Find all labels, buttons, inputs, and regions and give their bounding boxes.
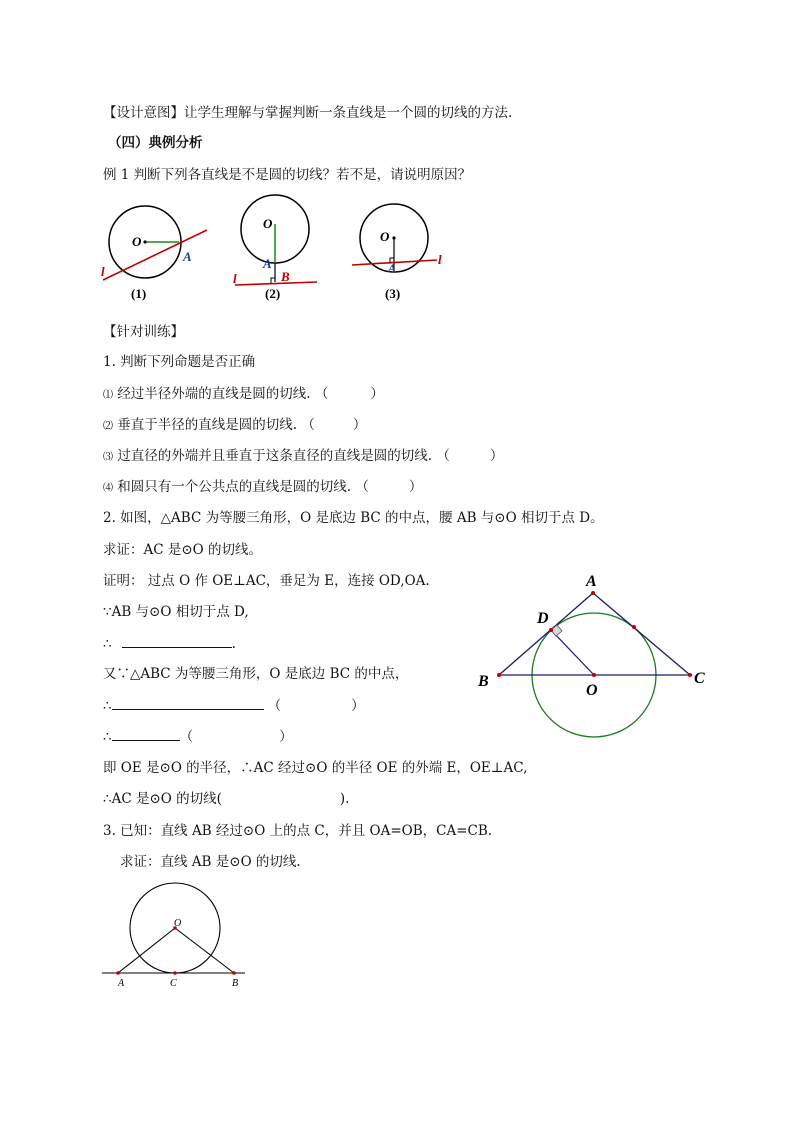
- q2-proof-4: 又∵△ABC 为等腰三角形，O 是底边 BC 的中点，: [103, 666, 409, 682]
- q2-proof-7: 即 OE 是⊙O 的半径，∴AC 经过⊙O 的半径 OE 的外端 E，OE⊥AC,: [103, 760, 528, 776]
- design-intent: 【设计意图】让学生理解与掌握判断一条直线是一个圆的切线的方法.: [103, 105, 513, 121]
- example1-text: 例 1 判断下列各直线是不是圆的切线？若不是，请说明原因？: [103, 167, 472, 183]
- q1-item-1-text: 经过半径外端的直线是圆的切线. （: [117, 386, 329, 402]
- fig1-label-a: A: [183, 249, 192, 264]
- q2-prove: 求证：AC 是⊙O 的切线。: [103, 542, 263, 558]
- q2-proof-8: ∴AC 是⊙O 的切线( ).: [103, 791, 350, 807]
- q2-blank-2[interactable]: [112, 696, 264, 710]
- fig2-label-b: B: [281, 269, 290, 284]
- q2-segment-od: [551, 630, 594, 675]
- fig2-label-a: A: [263, 256, 272, 271]
- q2-proof-5: ∴ （ ）: [103, 698, 365, 714]
- q3-label-c: C: [170, 978, 177, 989]
- q3-point-b: [232, 971, 236, 975]
- fig2-caption: (2): [265, 286, 281, 301]
- q2-figure: [470, 565, 720, 765]
- q1-item-1-num: ⑴: [103, 390, 113, 401]
- q1-item-4: ⑷ 和圆只有一个公共点的直线是圆的切线. （ ）: [103, 479, 423, 495]
- q1-item-3: ⑶ 过直径的外端并且垂直于这条直径的直线是圆的切线. （ ）: [103, 448, 504, 464]
- fig3-center-dot: [392, 236, 395, 239]
- q3-label-a: A: [118, 978, 125, 989]
- fig2-line-l: [235, 282, 317, 285]
- q2-side-ac: [593, 593, 690, 675]
- fig3-label-o: O: [380, 229, 390, 244]
- section-title: （四）典例分析: [108, 135, 203, 151]
- q1-stem: 1. 判断下列命题是否正确: [103, 354, 256, 370]
- q2-label-a: A: [586, 573, 597, 590]
- training-title: 【针对训练】: [103, 324, 184, 340]
- q2-side-ab: [499, 593, 593, 675]
- q2-proof-2: ∵AB 与⊙O 相切于点 D,: [103, 604, 249, 620]
- fig3-caption: (3): [385, 286, 401, 301]
- figure-3: [352, 204, 442, 301]
- q3-point-c: [173, 971, 177, 975]
- fig1-label-o: O: [132, 234, 142, 249]
- figure-2: [233, 195, 317, 301]
- q2-point-e: [632, 625, 636, 629]
- q3-segment-ob: [175, 928, 234, 973]
- q3-prove: 求证：直线 AB 是⊙O 的切线.: [120, 854, 301, 870]
- figure-1: [101, 206, 207, 301]
- q3-segment-oa: [118, 928, 175, 973]
- q2-point-c: [688, 673, 692, 677]
- q1-item-2-text: 垂直于半径的直线是圆的切线. （: [117, 417, 315, 433]
- q2-proof-3: ∴ .: [103, 636, 236, 652]
- fig1-caption: (1): [131, 286, 147, 301]
- q3-label-b: B: [232, 978, 239, 989]
- q2-stem: 2. 如图，△ABC 为等腰三角形，O 是底边 BC 的中点，腰 AB 与⊙O 相切于点 D。: [103, 510, 604, 526]
- q1-item-4-num: ⑷: [103, 483, 113, 494]
- q2-proof-6: ∴ （ ）: [103, 729, 293, 745]
- q2-point-b: [497, 673, 501, 677]
- q3-figure: [100, 882, 250, 992]
- fig2-label-l: l: [233, 271, 237, 286]
- q1-item-1: ⑴ 经过半径外端的直线是圆的切线. （ ）: [103, 386, 384, 402]
- fig1-label-l: l: [101, 264, 105, 279]
- q2-point-o: [592, 673, 596, 677]
- q2-label-d: D: [537, 610, 549, 627]
- q1-item-2: ⑵ 垂直于半径的直线是圆的切线. （ ）: [103, 417, 367, 433]
- q1-item-3-num: ⑶: [103, 452, 113, 463]
- q3-label-o: O: [174, 918, 182, 929]
- fig2-label-o: O: [263, 216, 273, 231]
- q3-stem: 3. 已知：直线 AB 经过⊙O 上的点 C，并且 OA=OB，CA=CB.: [103, 823, 493, 839]
- q1-item-2-num: ⑵: [103, 421, 113, 432]
- q2-blank-1[interactable]: [122, 634, 232, 648]
- fig3-label-l: l: [438, 252, 442, 267]
- q2-label-b: B: [478, 673, 489, 690]
- q2-label-c: C: [694, 670, 705, 687]
- q2-proof-1: 证明： 过点 O 作 OE⊥AC，垂足为 E，连接 OD,OA.: [103, 573, 430, 589]
- fig3-label-a: A: [388, 261, 397, 275]
- q1-item-4-text: 和圆只有一个公共点的直线是圆的切线. （: [117, 479, 369, 495]
- q3-point-a: [116, 971, 120, 975]
- q2-blank-3[interactable]: [112, 727, 180, 741]
- q2-point-a: [591, 591, 595, 595]
- example-figures: [95, 192, 455, 304]
- q2-label-o: O: [586, 682, 598, 699]
- fig1-center-dot: [143, 240, 146, 243]
- q1-item-3-text: 过直径的外端并且垂直于这条直径的直线是圆的切线. （: [117, 448, 450, 464]
- q2-point-d: [549, 628, 553, 632]
